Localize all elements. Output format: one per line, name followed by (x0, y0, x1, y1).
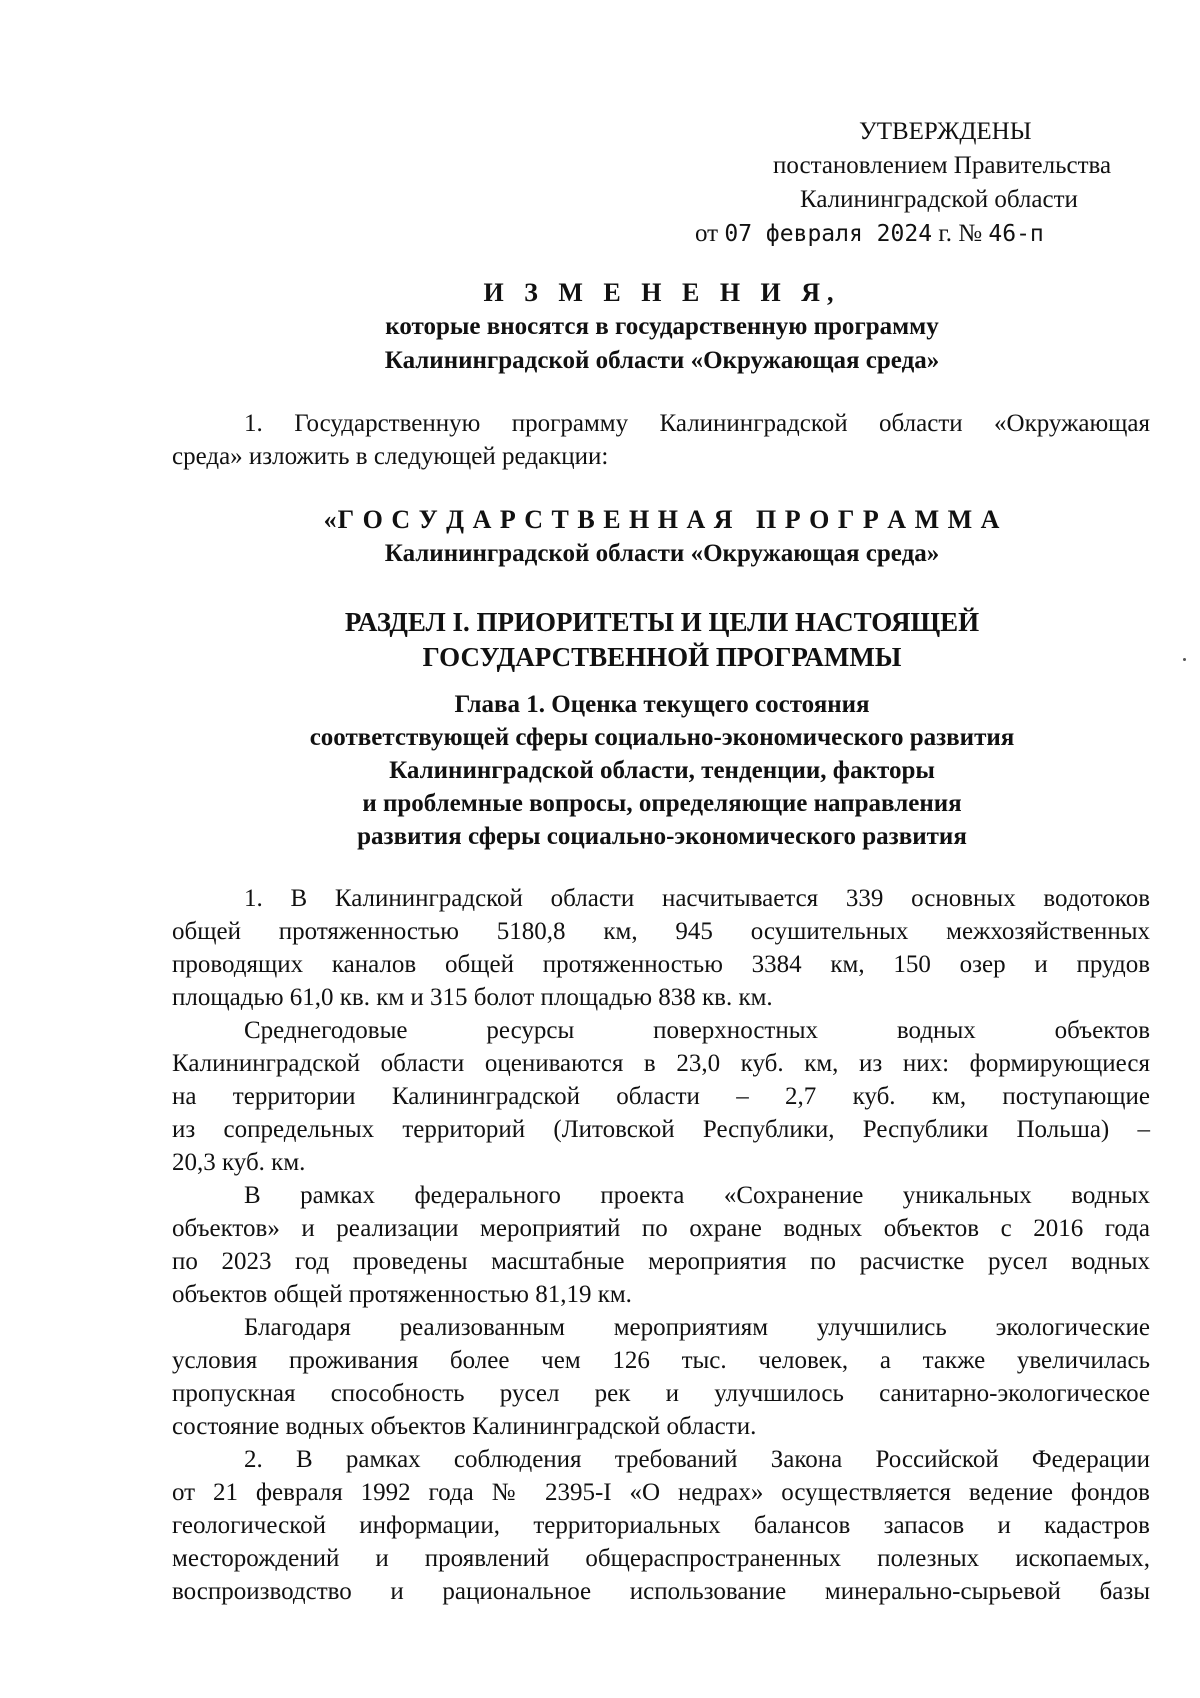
chapter-heading-3: Калининградской области, тенденции, факторы (389, 757, 935, 784)
scan-speck (1183, 658, 1186, 661)
chapter-heading-4: и проблемные вопросы, определяющие направления (362, 790, 962, 817)
p2-line-2: Калининградской области оцениваются в 23,0 куб. км, из них: формирующиеся (172, 1050, 1150, 1077)
approval-title: УТВЕРЖДЕНЫ (859, 118, 1032, 145)
p1-line-2: общей протяженностью 5180,8 км, 945 осушительных межхозяйственных (172, 918, 1150, 945)
p4-line-4: состояние водных объектов Калининградской области. (172, 1413, 757, 1440)
p2-line-4: из сопредельных территорий (Литовской Республики, Республики Польша) – (172, 1116, 1150, 1143)
p3-line-2: объектов» и реализации мероприятий по охране водных объектов с 2016 года (172, 1215, 1150, 1242)
intro-line-2: среда» изложить в следующей редакции: (172, 443, 609, 470)
intro-paragraph (172, 407, 1150, 473)
p4-line-1: Благодаря реализованным мероприятиям улучшились экологические (244, 1314, 1150, 1341)
p1-line-1: 1. В Калининградской области насчитывается 339 основных водотоков (244, 885, 1150, 912)
p4-line-3: пропускная способность русел рек и улучшилось санитарно-экологическое (172, 1380, 1150, 1407)
p5-line-4: месторождений и проявлений общераспространенных полезных ископаемых, (172, 1545, 1150, 1572)
p3-line-3: по 2023 год проведены масштабные мероприятия по расчистке русел водных (172, 1248, 1150, 1275)
p1-line-4: площадью 61,0 кв. км и 315 болот площадью 838 кв. км. (172, 984, 773, 1011)
p5-line-1: 2. В рамках соблюдения требований Закона Российской Федерации (244, 1446, 1150, 1473)
approval-number: 46-п (988, 221, 1044, 247)
approval-decree: постановлением Правительства (773, 152, 1112, 179)
approval-region: Калининградской области (800, 186, 1078, 213)
intro-line-1: 1. Государственную программу Калининградской области «Окружающая (244, 410, 1150, 437)
approval-date-prefix: от (695, 220, 719, 247)
chapter-heading-1: Глава 1. Оценка текущего состояния (454, 691, 870, 718)
chapter-heading-2: соответствующей сферы социально-экономического развития (309, 724, 1015, 751)
p4-line-2: условия проживания более чем 126 тыс. человек, а также увеличилась (172, 1347, 1150, 1374)
p3-line-1: В рамках федерального проекта «Сохранение уникальных водных (244, 1182, 1150, 1209)
approval-date-line (695, 217, 1044, 251)
p3-line-4: объектов общей протяженностью 81,19 км. (172, 1281, 632, 1308)
p5-line-3: геологической информации, территориальных балансов запасов и кадастров (172, 1512, 1150, 1539)
p5-line-2: от 21 февраля 1992 года № 2395-I «О недрах» осуществляется ведение фондов (172, 1479, 1150, 1506)
section-heading-1: РАЗДЕЛ I. ПРИОРИТЕТЫ И ЦЕЛИ НАСТОЯЩЕЙ (344, 607, 980, 637)
approval-date: 07 февраля 2024 (724, 221, 933, 247)
chapter-heading-5: развития сферы социально-экономического развития (357, 823, 967, 850)
paragraph-2 (172, 1014, 1150, 1179)
paragraph-5 (172, 1443, 1150, 1608)
paragraph-4 (172, 1311, 1150, 1443)
p5-line-5: воспроизводство и рациональное использование минерально-сырьевой базы (172, 1578, 1150, 1605)
changes-subtitle-2: Калининградской области «Окружающая среда» (384, 347, 940, 374)
program-subtitle: Калининградской области «Окружающая среда» (384, 540, 940, 567)
p2-line-3: на территории Калининградской области – 2,7 куб. км, поступающие (172, 1083, 1150, 1110)
changes-heading: И З М Е Н Е Н И Я, (483, 278, 841, 307)
p2-line-1: Среднегодовые ресурсы поверхностных водных объектов (244, 1017, 1150, 1044)
approval-number-label: г. № (938, 220, 983, 247)
section-heading-2: ГОСУДАРСТВЕННОЙ ПРОГРАММЫ (422, 642, 902, 672)
changes-subtitle-1: которые вносятся в государственную программу (385, 313, 939, 340)
program-title: «Г О С У Д А Р С Т В Е Н Н А Я П Р О Г Р А М М А (323, 505, 1001, 534)
paragraph-3 (172, 1179, 1150, 1311)
p1-line-3: проводящих каналов общей протяженностью 3384 км, 150 озер и прудов (172, 951, 1150, 978)
p2-line-5: 20,3 куб. км. (172, 1149, 306, 1176)
paragraph-1 (172, 882, 1150, 1014)
